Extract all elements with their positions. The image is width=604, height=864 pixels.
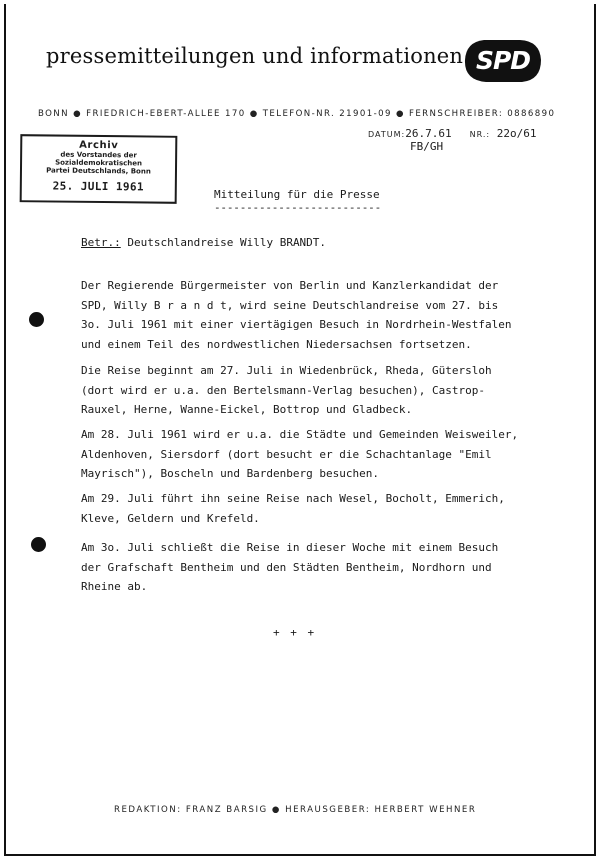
text-line: Rauxel, Herne, Wanne-Eickel, Bottrop und Gladbeck. [81,403,413,416]
text-line: Am 3o. Juli schließt die Reise in dieser Woche mit einem Besuch [81,541,499,554]
press-heading-rule: -------------------------- [214,201,381,214]
date-label: DATUM: [368,130,406,139]
text-line: Aldenhoven, Siersdorf (dort besucht er die Schachtanlage "Emil [81,447,492,461]
footer-line: REDAKTION: FRANZ BARSIG ● HERAUSGEBER: HERBERT WEHNER [114,805,477,815]
initials: FB/GH [410,140,444,153]
text-line: (dort wird er u.a. den Bertelsmann-Verlag besuchen), Castrop- [81,383,485,397]
press-heading: Mitteilung für die Presse [214,188,380,201]
text-line: 3o. Juli 1961 mit einer viertägigen Besuch in Nordrhein-Westfalen [81,318,512,331]
paragraph-2 [81,361,561,420]
date-number-line [368,127,536,140]
text-line: SPD, Willy B r a n d t, wird seine Deutschlandreise vom 27. bis [81,298,499,312]
subject-line [81,236,326,249]
subject-label: Betr.: [81,236,121,249]
number-label: NR.: [469,130,491,139]
number-value: 22o/61 [496,127,537,140]
text-line: Der Regierende Bürgermeister von Berlin und Kanzlerkandidat der [81,279,499,292]
text-line: Am 29. Juli führt ihn seine Reise nach Wesel, Bocholt, Emmerich, [81,492,505,505]
text-line: Die Reise beginnt am 27. Juli in Wiedenbrück, Rheda, Gütersloh [81,364,492,377]
stamp-title: Archiv [79,139,119,152]
stamp-line-1: des Vorstandes der Sozialdemokratischen [55,150,143,168]
text-line: Mayrisch"), Boscheln und Bardenberg besuchen. [81,467,380,480]
paragraph-1 [81,276,561,354]
text-line: und einem Teil des nordwestlichen Niedersachsen fortsetzen. [81,337,472,351]
text-line: der Grafschaft Bentheim und den Städten Bentheim, Nordhorn und [81,560,492,574]
closing-marks: + + + [273,626,317,639]
text-line: Kleve, Geldern und Krefeld. [81,511,260,525]
paragraph-3 [81,425,561,484]
text-line: Am 28. Juli 1961 wird er u.a. die Städte und Gemeinden Weisweiler, [81,428,519,441]
punch-hole [29,312,44,327]
contact-line: BONN ● FRIEDRICH-EBERT-ALLEE 170 ● TELEFON-NR. 21901-09 ● FERNSCHREIBER: 0886890 [38,109,556,119]
paragraph-4 [81,489,561,528]
letterhead-title: pressemitteilungen und informationen [46,44,464,68]
subject-text: Deutschlandreise Willy BRANDT. [127,236,327,249]
punch-hole [31,537,46,552]
spd-logo-text: SPD [475,46,531,75]
spd-logo [462,36,544,86]
date-value: 26.7.61 [405,127,452,140]
stamp-date: 25. JULI 1961 [52,179,145,194]
stamp-line-2: Partei Deutschlands, Bonn [46,166,151,176]
text-line: Rheine ab. [81,580,148,593]
paragraph-5 [81,538,561,597]
archive-stamp [20,134,178,204]
